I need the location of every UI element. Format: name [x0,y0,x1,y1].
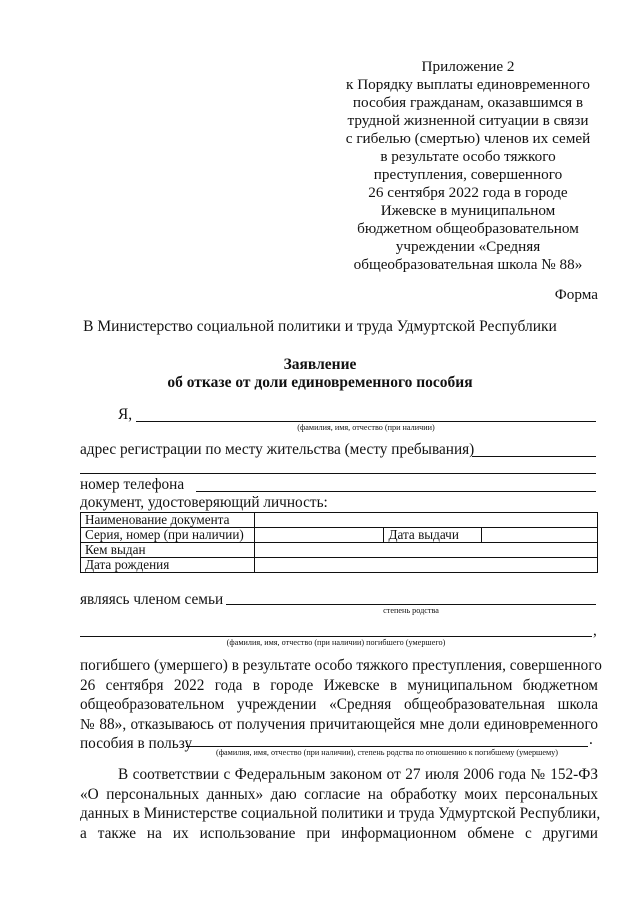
id-doc-label: документ, удостоверяющий личность: [80,494,328,511]
table-row [81,558,598,573]
series-cell[interactable] [254,528,384,543]
appendix-header [330,58,606,274]
appendix-line: Приложение 2 [421,58,515,75]
paragraph-line: В соответствии с Федеральным законом от 27 июля 2006 года № 152-ФЗ [118,766,598,783]
member-label: являясь членом семьи [80,591,224,608]
issue-date-cell[interactable] [482,528,598,543]
document-subtitle: об отказе от доли единовременного пособия [167,374,473,391]
appendix-line: в результате особо тяжкого [380,148,556,165]
table-row [81,513,598,528]
paragraph-line: а также на их использование при информационном обмене с другими [80,824,598,842]
paragraph-line: данных в Министерстве социальной политики и труда Удмуртской Республики, [80,805,601,822]
fio-input-line[interactable] [136,421,596,422]
fio-hint: (фамилия, имя, отчество (при наличии) [297,423,435,432]
paragraph-line: погибшего (умершего) в результате особо тяжкого преступления, совершенного [80,657,602,674]
paragraph-line: № 88», отказываюсь от получения причитающейся мне доли единовременного [80,715,598,733]
appendix-line: трудной жизненной ситуации в связи [347,112,589,129]
refusal-paragraph [80,656,602,754]
appendix-line: с гибелью (смертью) членов их семей [345,130,591,147]
paragraph-line: 26 сентября 2022 года в городе Ижевске в муниципальном бюджетном [80,676,598,694]
appendix-line: пособия гражданам, оказавшимся в [352,94,584,111]
id-document-table [80,512,598,573]
table-row [81,528,598,543]
appendix-line: 26 сентября 2022 года в городе [368,184,568,201]
table-row [81,543,598,558]
beneficiary-input-line[interactable] [186,746,588,747]
address-label: адрес регистрации по месту жительства (месту пребывания) [80,441,475,458]
kinship-input-line[interactable] [226,604,596,605]
paragraph-line: общеобразовательном учреждении «Средняя общеобразовательная школа [80,696,598,713]
appendix-line: к Порядку выплаты единовременного [346,76,590,93]
form-label: Форма [554,286,598,303]
consent-paragraph [80,765,601,843]
series-label: Серия, номер (при наличии) [81,528,255,543]
appendix-line: учреждении «Средняя [395,238,541,255]
addressee: В Министерство социальной политики и труда Удмуртской Республики [83,318,557,335]
comma: , [593,622,597,639]
deceased-hint: (фамилия, имя, отчество (при наличии) погибшего (умершего) [226,638,446,647]
issue-date-label: Дата выдачи [384,528,482,543]
appendix-line: Ижевске в муниципальном [380,202,556,219]
appendix-line: бюджетном общеобразовательном [357,220,579,237]
issued-by-cell[interactable] [254,543,597,558]
appendix-line: общеобразовательная школа № 88» [353,256,583,273]
document-title: Заявление [283,356,357,373]
address-input-line[interactable] [472,456,596,457]
doc-name-cell[interactable] [254,513,597,528]
deceased-input-line[interactable] [80,636,592,637]
paragraph-line: «О персональных данных» даю согласие на обработку моих персональных [80,785,598,803]
paragraph-line: пособия в пользу [80,735,193,752]
phone-label: номер телефона [80,476,185,493]
phone-input-line[interactable] [196,491,596,492]
doc-name-label: Наименование документа [81,513,255,528]
period: . [589,731,593,748]
i-label: Я, [118,406,133,423]
issued-by-label: Кем выдан [81,543,255,558]
address-input-line-2[interactable] [80,473,596,474]
birth-date-cell[interactable] [254,558,597,573]
birth-date-label: Дата рождения [81,558,255,573]
beneficiary-hint: (фамилия, имя, отчество (при наличии), степень родства по отношению к погибшему (умершему) [216,748,558,757]
kinship-hint: степень родства [383,606,439,615]
appendix-line: преступления, совершенного [373,166,563,183]
